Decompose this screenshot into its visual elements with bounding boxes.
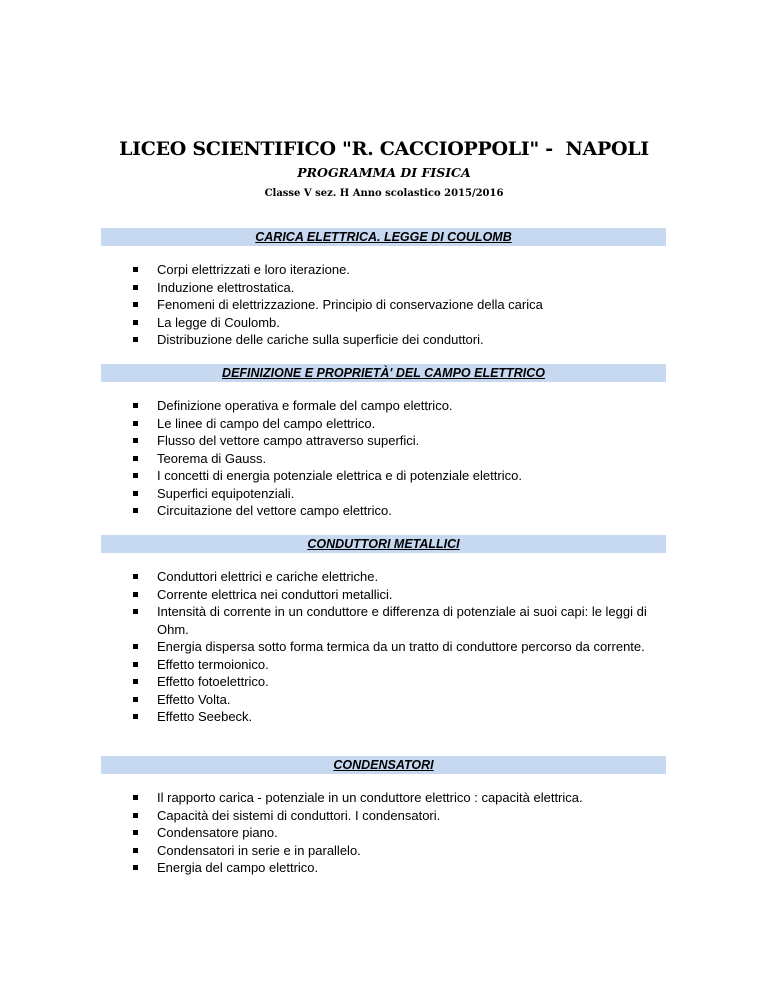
- square-bullet-icon: [133, 714, 138, 719]
- section-list-coulomb: [130, 261, 670, 349]
- section-list-condensatori: [130, 789, 670, 877]
- square-bullet-icon: [133, 285, 138, 290]
- square-bullet-icon: [133, 438, 138, 443]
- list-item: Induzione elettrostatica.: [130, 279, 670, 297]
- square-bullet-icon: [133, 609, 138, 614]
- square-bullet-icon: [133, 456, 138, 461]
- list-item: Intensità di corrente in un conduttore e differenza di potenziale ai suoi capi: le leggi di Ohm.: [130, 603, 670, 638]
- list-item: Corrente elettrica nei conduttori metallici.: [130, 586, 670, 604]
- section-heading-label: CONDENSATORI: [333, 758, 434, 772]
- list-item: Capacità dei sistemi di conduttori. I condensatori.: [130, 807, 670, 825]
- list-item: Effetto termoionico.: [130, 656, 670, 674]
- square-bullet-icon: [133, 813, 138, 818]
- page-subtitle: PROGRAMMA DI FISICA: [297, 165, 471, 180]
- list-item: I concetti di energia potenziale elettrica e di potenziale elettrico.: [130, 467, 670, 485]
- square-bullet-icon: [133, 848, 138, 853]
- section-heading-label: DEFINIZIONE E PROPRIETÀ' DEL CAMPO ELETTRICO: [222, 366, 545, 380]
- list-item: Energia del campo elettrico.: [130, 859, 670, 877]
- square-bullet-icon: [133, 473, 138, 478]
- section-list-conduttori: [130, 568, 670, 726]
- square-bullet-icon: [133, 830, 138, 835]
- page-title: LICEO SCIENTIFICO "R. CACCIOPPOLI" - NAPOLI: [119, 138, 649, 160]
- square-bullet-icon: [133, 421, 138, 426]
- square-bullet-icon: [133, 320, 138, 325]
- list-item: Condensatori in serie e in parallelo.: [130, 842, 670, 860]
- list-item: Corpi elettrizzati e loro iterazione.: [130, 261, 670, 279]
- class-year-line: Classe V sez. H Anno scolastico 2015/2016: [264, 188, 504, 199]
- section-heading-coulomb: [101, 228, 666, 246]
- list-item: Effetto Volta.: [130, 691, 670, 709]
- list-item: Distribuzione delle cariche sulla superficie dei conduttori.: [130, 331, 670, 349]
- square-bullet-icon: [133, 795, 138, 800]
- square-bullet-icon: [133, 267, 138, 272]
- list-item: Conduttori elettrici e cariche elettriche.: [130, 568, 670, 586]
- section-heading-label: CARICA ELETTRICA. LEGGE DI COULOMB: [255, 230, 512, 244]
- square-bullet-icon: [133, 592, 138, 597]
- section-heading-campo-elettrico: [101, 364, 666, 382]
- list-item: Condensatore piano.: [130, 824, 670, 842]
- list-item: Flusso del vettore campo attraverso superfici.: [130, 432, 670, 450]
- list-item: Effetto Seebeck.: [130, 708, 670, 726]
- square-bullet-icon: [133, 302, 138, 307]
- list-item: Effetto fotoelettrico.: [130, 673, 670, 691]
- square-bullet-icon: [133, 679, 138, 684]
- square-bullet-icon: [133, 865, 138, 870]
- square-bullet-icon: [133, 644, 138, 649]
- list-item: Teorema di Gauss.: [130, 450, 670, 468]
- list-item: Fenomeni di elettrizzazione. Principio di conservazione della carica: [130, 296, 670, 314]
- square-bullet-icon: [133, 337, 138, 342]
- square-bullet-icon: [133, 491, 138, 496]
- square-bullet-icon: [133, 403, 138, 408]
- list-item: Le linee di campo del campo elettrico.: [130, 415, 670, 433]
- list-item: Circuitazione del vettore campo elettrico.: [130, 502, 670, 520]
- square-bullet-icon: [133, 574, 138, 579]
- section-heading-label: CONDUTTORI METALLICI: [307, 537, 460, 551]
- section-heading-condensatori: [101, 756, 666, 774]
- square-bullet-icon: [133, 662, 138, 667]
- square-bullet-icon: [133, 508, 138, 513]
- list-item: Superfici equipotenziali.: [130, 485, 670, 503]
- section-list-campo-elettrico: [130, 397, 670, 520]
- list-item: Energia dispersa sotto forma termica da un tratto di conduttore percorso da corrente.: [130, 638, 670, 656]
- section-heading-conduttori: [101, 535, 666, 553]
- list-item: Il rapporto carica - potenziale in un conduttore elettrico : capacità elettrica.: [130, 789, 670, 807]
- square-bullet-icon: [133, 697, 138, 702]
- list-item: Definizione operativa e formale del campo elettrico.: [130, 397, 670, 415]
- list-item: La legge di Coulomb.: [130, 314, 670, 332]
